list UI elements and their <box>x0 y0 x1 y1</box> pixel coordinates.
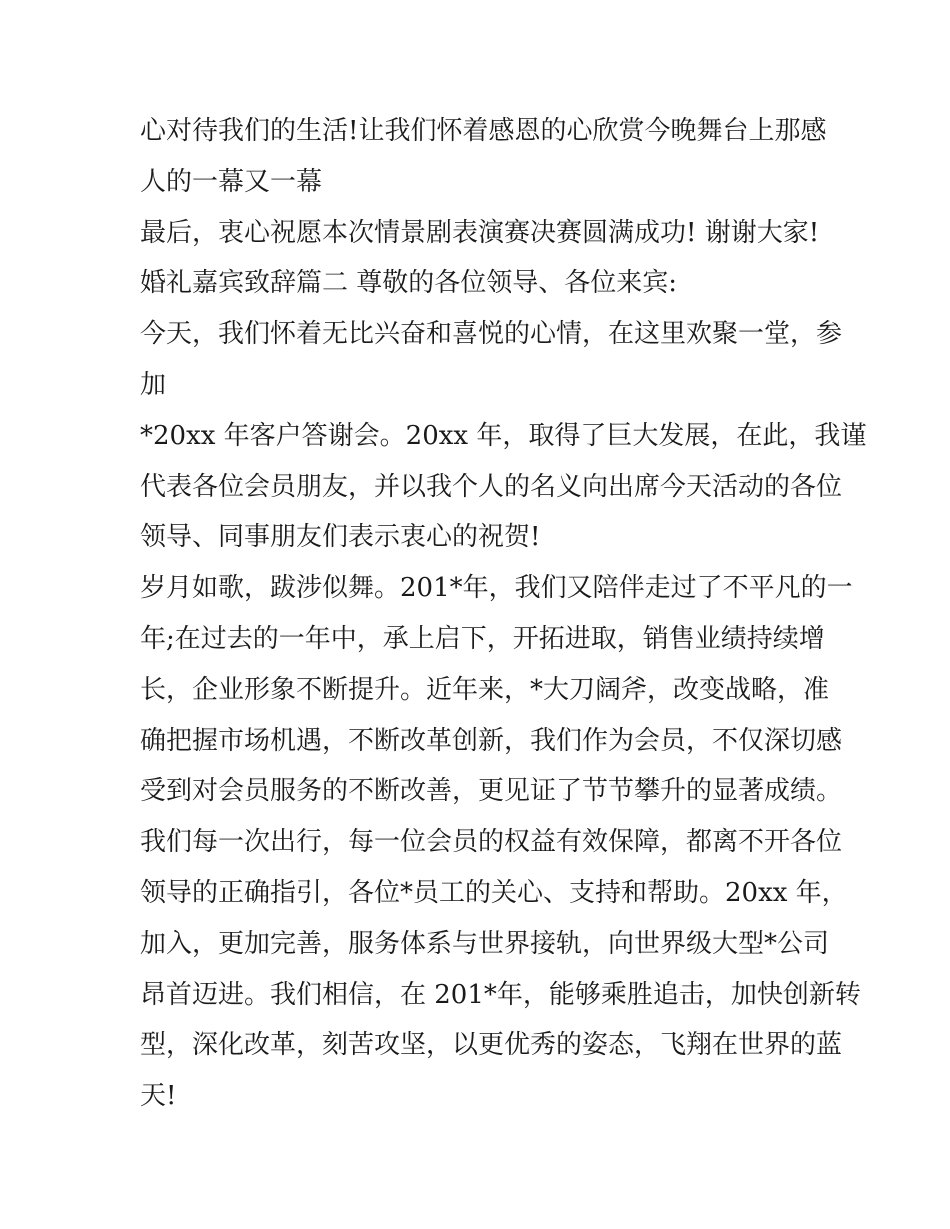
section-heading-line: 婚礼嘉宾致辞篇二 尊敬的各位领导、各位来宾: <box>140 268 678 299</box>
text-line: 岁月如歌，跋涉似舞。201*年，我们又陪伴走过了不平凡的一 <box>140 573 853 604</box>
text-line: 昂首迈进。我们相信，在 201*年，能够乘胜追击，加快创新转 <box>140 979 861 1010</box>
text-line: 型，深化改革，刻苦攻坚，以更优秀的姿态，飞翔在世界的蓝 <box>140 1030 843 1061</box>
text-line: 最后，衷心祝愿本次情景剧表演赛决赛圆满成功! 谢谢大家! <box>140 217 820 248</box>
text-line: 长，企业形象不断提升。近年来，*大刀阔斧，改变战略，准 <box>140 674 830 705</box>
text-line: *20xx 年客户答谢会。20xx 年，取得了巨大发展，在此，我谨 <box>140 420 867 451</box>
text-line: 年;在过去的一年中，承上启下，开拓进取，销售业绩持续增 <box>140 623 825 654</box>
text-line: 人的一幕又一幕 <box>140 166 323 197</box>
text-line: 心对待我们的生活!让我们怀着感恩的心欣赏今晚舞台上那感 <box>140 116 827 146</box>
text-line: 天! <box>140 1081 177 1112</box>
text-line: 代表各位会员朋友，并以我个人的名义向出席今天活动的各位 <box>140 471 843 502</box>
text-line: 我们每一次出行，每一位会员的权益有效保障，都离不开各位 <box>140 827 843 858</box>
text-line: 领导、同事朋友们表示衷心的祝贺! <box>140 522 541 553</box>
text-line: 加入，更加完善，服务体系与世界接轨，向世界级大型*公司 <box>140 928 830 959</box>
text-line: 确把握市场机遇，不断改革创新，我们作为会员，不仅深切感 <box>140 725 843 756</box>
text-line: 今天，我们怀着无比兴奋和喜悦的心情，在这里欢聚一堂，参 <box>140 319 843 350</box>
text-line: 领导的正确指引，各位*员工的关心、支持和帮助。20xx 年， <box>140 877 848 908</box>
body-text <box>140 106 867 1122</box>
text-line: 加 <box>140 369 167 400</box>
text-line: 受到对会员服务的不断改善，更见证了节节攀升的显著成绩。 <box>140 776 843 807</box>
